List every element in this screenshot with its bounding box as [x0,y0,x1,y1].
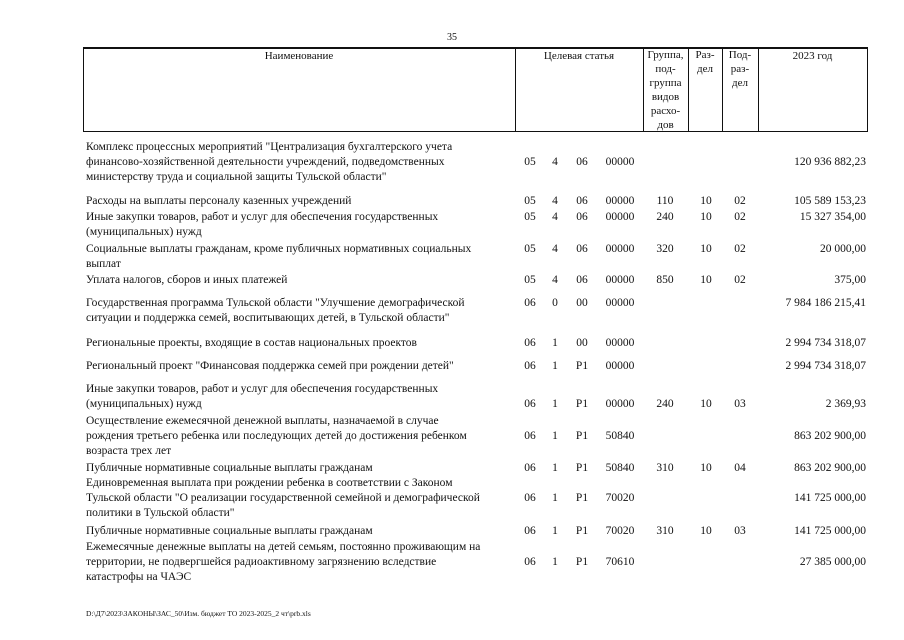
row-name-line: министерству труда и социальной защиты Тульской области" [86,171,387,183]
subsection-code: 04 [734,462,746,474]
amount-2023: 375,00 [834,274,866,286]
target-code-type: 1 [552,462,558,474]
target-code-program: 05 [524,243,536,255]
target-code-structure: Р1 [575,556,589,568]
row-name [86,194,516,209]
target-code-program: 06 [524,556,536,568]
row-name [86,524,516,539]
row-name-line: (муниципальных) нужд [86,398,202,410]
page-number: 35 [447,32,457,43]
amount-2023: 15 327 354,00 [799,211,866,223]
target-code-direction: 00000 [605,360,635,372]
target-code-structure: Р1 [575,360,589,372]
target-code-type: 1 [552,492,558,504]
header-year: 2023 год [792,50,833,62]
header-target-article: Целевая статья [543,50,615,62]
row-name-line: Иные закупки товаров, работ и услуг для обеспечения государственных [86,383,439,395]
subsection-code: 03 [734,525,746,537]
amount-2023: 863 202 900,00 [794,462,866,474]
amount-2023: 863 202 900,00 [794,430,866,442]
target-code-structure: Р1 [575,462,589,474]
hdr-group-line: под- [655,63,676,75]
row-name-line: Единовременная выплата при рождении ребенка в соответствии с Законом [86,477,453,489]
hdr-subsection-line: раз- [730,63,750,75]
expense-group-code: 850 [656,274,674,286]
row-name [86,414,516,459]
target-code-direction: 00000 [605,156,635,168]
row-name-line: Публичные нормативные социальные выплаты гражданам [86,462,373,474]
header-expense-group [643,48,688,132]
hdr-subsection-line: Под- [728,49,752,61]
amount-2023: 120 936 882,23 [794,156,866,168]
target-code-structure: 06 [576,274,588,286]
section-code: 10 [700,525,712,537]
hdr-section-line: Раз- [695,49,715,61]
hdr-section-line: дел [697,63,713,75]
row-name-line: Уплата налогов, сборов и иных платежей [86,274,288,286]
target-code-direction: 70020 [605,525,635,537]
hdr-group-line: группа [649,77,682,89]
target-code-direction: 50840 [605,462,635,474]
target-code-type: 4 [552,156,558,168]
target-code-structure: 06 [576,195,588,207]
target-code-direction: 70020 [605,492,635,504]
hdr-group-line: видов [651,91,680,103]
target-code-type: 1 [552,337,558,349]
target-code-structure: Р1 [575,398,589,410]
row-name-line: выплат [86,258,121,270]
row-name-line: Социальные выплаты гражданам, кроме публичных нормативных социальных [86,243,472,255]
row-name-line: Региональные проекты, входящие в состав национальных проектов [86,337,417,349]
target-code-direction: 00000 [605,337,635,349]
target-code-program: 06 [524,337,536,349]
header-section [688,48,722,76]
row-name-line: (муниципальных) нужд [86,226,202,238]
subsection-code: 02 [734,274,746,286]
amount-2023: 2 994 734 318,07 [785,337,866,349]
expense-group-code: 240 [656,398,674,410]
amount-2023: 141 725 000,00 [794,525,866,537]
header-subsection [722,48,758,90]
row-name [86,273,516,288]
row-name-line: ситуации и поддержка семей, воспитывающих детей, в Тульской области" [86,312,450,324]
target-code-direction: 00000 [605,243,635,255]
row-name-line: Осуществление ежемесячной денежной выплаты, назначаемой в случае [86,415,439,427]
row-name-line: катастрофы на ЧАЭС [86,571,192,583]
row-name [86,476,516,521]
section-code: 10 [700,243,712,255]
target-code-type: 1 [552,525,558,537]
row-name-line: Государственная программа Тульской области "Улучшение демографической [86,297,465,309]
target-code-program: 05 [524,156,536,168]
target-code-structure: 00 [576,337,588,349]
target-code-program: 06 [524,297,536,309]
row-name [86,540,516,585]
amount-2023: 20 000,00 [820,243,866,255]
target-code-type: 4 [552,243,558,255]
row-name [86,336,516,351]
row-name [86,140,516,185]
target-code-program: 06 [524,462,536,474]
row-name-line: финансово-хозяйственной деятельности учреждений, подведомственных [86,156,445,168]
target-code-type: 4 [552,211,558,223]
expense-group-code: 240 [656,211,674,223]
header-bottom-rule [83,131,868,132]
target-code-direction: 00000 [605,211,635,223]
target-code-direction: 00000 [605,274,635,286]
target-code-type: 4 [552,195,558,207]
target-code-program: 05 [524,211,536,223]
row-name-line: Тульской области "О реализации государственной семейной и демографической [86,492,480,504]
row-name [86,359,516,374]
row-name [86,210,516,240]
target-code-structure: Р1 [575,492,589,504]
hdr-group-line: расхо- [650,105,681,117]
target-code-type: 4 [552,274,558,286]
row-name [86,296,516,326]
target-code-direction: 00000 [605,398,635,410]
file-path-footer: D:\Д7\2023\ЗАКОНЫ\ЗАС_50\Изм. бюджет ТО 2023-2025_2 чт\prb.xls [86,609,311,618]
row-name-line: Расходы на выплаты персоналу казенных учреждений [86,195,352,207]
amount-2023: 105 589 153,23 [794,195,866,207]
target-code-program: 06 [524,360,536,372]
subsection-code: 02 [734,243,746,255]
target-code-structure: 06 [576,156,588,168]
target-code-type: 0 [552,297,558,309]
target-code-direction: 00000 [605,297,635,309]
header-name: Наименование [264,50,334,62]
subsection-code: 02 [734,195,746,207]
row-name-line: политики в Тульской области" [86,507,235,519]
target-code-structure: 00 [576,297,588,309]
target-code-type: 1 [552,398,558,410]
row-name [86,242,516,272]
target-code-type: 1 [552,556,558,568]
section-code: 10 [700,211,712,223]
target-code-type: 1 [552,430,558,442]
subsection-code: 03 [734,398,746,410]
header-border-right [867,47,868,131]
row-name-line: Комплекс процессных мероприятий "Централизация бухгалтерского учета [86,141,453,153]
target-code-direction: 70610 [605,556,635,568]
target-code-program: 06 [524,430,536,442]
target-code-type: 1 [552,360,558,372]
target-code-direction: 00000 [605,195,635,207]
row-name-line: Ежемесячные денежные выплаты на детей семьям, постоянно проживающим на [86,541,481,553]
target-code-structure: Р1 [575,430,589,442]
row-name-line: Иные закупки товаров, работ и услуг для обеспечения государственных [86,211,439,223]
target-code-program: 05 [524,274,536,286]
row-name [86,382,516,412]
target-code-program: 06 [524,398,536,410]
amount-2023: 7 984 186 215,41 [785,297,866,309]
row-name-line: территории, не подвергшейся радиоактивному загрязнению вследствие [86,556,437,568]
target-code-structure: 06 [576,243,588,255]
expense-group-code: 310 [656,525,674,537]
hdr-subsection-line: дел [732,77,748,89]
amount-2023: 2 994 734 318,07 [785,360,866,372]
expense-group-code: 320 [656,243,674,255]
target-code-direction: 50840 [605,430,635,442]
amount-2023: 27 385 000,00 [799,556,866,568]
target-code-program: 06 [524,492,536,504]
target-code-program: 06 [524,525,536,537]
row-name-line: возраста трех лет [86,445,172,457]
hdr-group-line: Группа, [647,49,684,61]
section-code: 10 [700,274,712,286]
target-code-structure: Р1 [575,525,589,537]
row-name-line: рождения третьего ребенка или последующих детей до достижения ребенком [86,430,467,442]
target-code-structure: 06 [576,211,588,223]
hdr-group-line: дов [657,119,674,131]
amount-2023: 2 369,93 [825,398,866,410]
amount-2023: 141 725 000,00 [794,492,866,504]
row-name-line: Региональный проект "Финансовая поддержка семей при рождении детей" [86,360,454,372]
section-code: 10 [700,462,712,474]
expense-group-code: 310 [656,462,674,474]
row-name [86,461,516,476]
subsection-code: 02 [734,211,746,223]
expense-group-code: 110 [656,195,674,207]
row-name-line: Публичные нормативные социальные выплаты гражданам [86,525,373,537]
section-code: 10 [700,398,712,410]
section-code: 10 [700,195,712,207]
target-code-program: 05 [524,195,536,207]
